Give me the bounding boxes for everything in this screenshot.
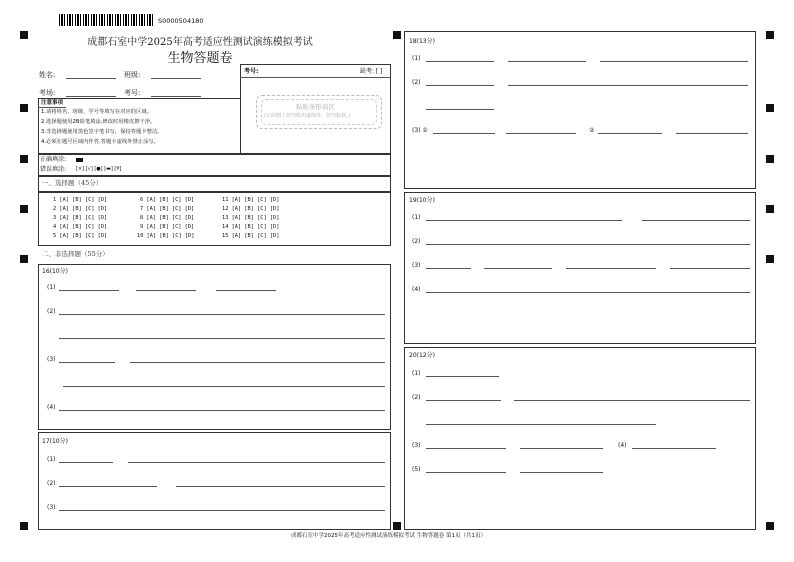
mc-row[interactable]: 7 [A] [B] [C] [D] [140,206,195,212]
q17-answer-line[interactable] [128,462,385,463]
q18-answer-line[interactable] [426,109,494,110]
wrong-fill-marks: [×] [√] [●] [▬] [¥] [76,166,122,172]
mc-row[interactable]: 9 [A] [B] [C] [D] [140,224,195,230]
q20-part-2: (2) [412,394,421,401]
section1-title: 一、选择题（45分） [42,179,103,187]
room-label: 考场: [39,89,56,97]
mc-row[interactable]: 11 [A] [B] [C] [D] [222,197,280,203]
q17-box [38,432,391,530]
exam-title: 成都石室中学2025年高考适应性测试演练模拟考试 [87,37,313,48]
mc-row[interactable]: 12 [A] [B] [C] [D] [222,206,280,212]
q19-answer-line[interactable] [426,244,750,245]
q19-part-1: (1) [412,214,421,221]
q18-answer-line[interactable] [508,85,748,86]
q17-answer-line[interactable] [59,486,157,487]
q20-answer-line[interactable] [520,472,603,473]
q16-part-2: (2) [47,308,56,315]
paste-area-title: 粘贴条形码区 [296,103,335,111]
timing-mark [766,522,774,530]
notes-item: 4.必须在题号区域内作答,答题卡虚线外禁止涂写。 [41,139,159,145]
q20-answer-line[interactable] [426,424,656,425]
q17-part-1: (1) [47,456,56,463]
q16-part-1: (1) [47,284,56,291]
notes-title: 注意事项 [41,100,64,106]
mc-row[interactable]: 1 [A] [B] [C] [D] [53,197,108,203]
q16-answer-line[interactable] [59,338,385,339]
timing-mark [393,522,401,530]
q18-answer-line[interactable] [426,61,494,62]
q19-answer-line[interactable] [426,292,750,293]
timing-mark [766,255,774,263]
class-field[interactable] [151,78,201,79]
q20-part-4: (4) [618,442,627,449]
q17-answer-line[interactable] [59,510,385,511]
q18-box [404,31,756,189]
section2-title: 二、非选择题（55分） [42,250,109,258]
timing-mark [766,155,774,163]
q16-answer-line[interactable] [130,362,385,363]
q19-part-3: (3) [412,262,421,269]
q19-answer-line[interactable] [484,268,552,269]
q16-part-3: (3) [47,356,56,363]
mc-row[interactable]: 4 [A] [B] [C] [D] [53,224,108,230]
correct-fill-label: 正确填涂: [40,156,67,163]
mc-row[interactable]: 8 [A] [B] [C] [D] [140,215,195,221]
q18-answer-line[interactable] [508,61,586,62]
q18-part-3: (3) ① [412,127,428,134]
q17-part-3: (3) [47,504,56,511]
q16-title: 16(10分) [42,268,68,275]
q17-answer-line[interactable] [176,486,385,487]
q20-answer-line[interactable] [520,448,603,449]
q16-answer-line[interactable] [216,290,276,291]
q18-part-3b: ② [589,127,595,134]
fill-example-box [38,154,391,176]
timing-mark [766,104,774,112]
q18-answer-line[interactable] [676,133,748,134]
missing-exam-label[interactable]: 缺考: [ ] [360,68,383,75]
barcode-number: S0000504180 [158,17,204,25]
timing-mark [20,155,28,163]
exam-number-divider [240,77,391,78]
q19-answer-line[interactable] [426,268,471,269]
q17-answer-line[interactable] [59,462,113,463]
q18-part-2: (2) [412,79,421,86]
q20-answer-line[interactable] [514,400,750,401]
timing-mark [20,104,28,112]
mc-row[interactable]: 3 [A] [B] [C] [D] [53,215,108,221]
sheet-title: 生物答题卷 [167,51,233,66]
timing-mark [20,255,28,263]
q20-answer-line[interactable] [426,472,506,473]
q19-answer-line[interactable] [566,268,656,269]
q20-answer-line[interactable] [426,400,501,401]
q17-part-2: (2) [47,480,56,487]
q16-answer-line[interactable] [63,386,385,387]
q17-title: 17(10分) [42,438,68,445]
q19-answer-line[interactable] [642,220,750,221]
q16-answer-line[interactable] [136,290,196,291]
mc-row[interactable]: 2 [A] [B] [C] [D] [53,206,108,212]
q16-answer-line[interactable] [59,314,385,315]
q19-part-4: (4) [412,286,421,293]
q20-part-1: (1) [412,370,421,377]
q18-answer-line[interactable] [506,133,576,134]
mc-row[interactable]: 15 [A] [B] [C] [D] [222,233,280,239]
mc-row[interactable]: 5 [A] [B] [C] [D] [53,233,108,239]
q16-answer-line[interactable] [59,410,385,411]
correct-fill-mark [76,158,83,162]
room-field[interactable] [66,96,116,97]
q19-title: 19(10分) [409,197,435,204]
q18-answer-line[interactable] [598,133,662,134]
q18-answer-line[interactable] [433,133,495,134]
q20-answer-line[interactable] [426,376,499,377]
q19-part-2: (2) [412,238,421,245]
barcode [59,14,154,26]
seat-label: 考号: [124,89,141,97]
timing-mark [766,205,774,213]
timing-mark [766,31,774,39]
q16-answer-line[interactable] [59,362,115,363]
q19-answer-line[interactable] [426,220,622,221]
notes-item: 3.非选择题使用黑色签字笔书写，保持答题卡整洁。 [41,129,163,135]
notes-item: 1.请将姓名、班级、学号等填写在对应的区域。 [41,109,152,115]
notes-item: 2.选择题使用2B铅笔填涂,修改时用橡皮擦干净。 [41,119,156,125]
q18-title: 18(13分) [409,38,435,45]
class-label: 班级: [124,71,141,79]
q16-answer-line[interactable] [59,290,119,291]
exam-number-label: 考号: [244,68,259,75]
seat-field[interactable] [151,96,201,97]
name-field[interactable] [66,78,116,79]
q20-title: 20(12分) [409,352,435,359]
q16-part-4: (4) [47,404,56,411]
q16-box [38,264,391,430]
q20-box [404,347,756,530]
notes-title-divider [38,107,66,108]
q19-answer-line[interactable] [670,268,750,269]
page-footer: 成都石室中学2025年高考适应性测试演练模拟考试 生物答题卷 第1页（共1页） [291,533,486,539]
timing-mark [20,522,28,530]
timing-mark [20,205,28,213]
mc-row[interactable]: 10 [A] [B] [C] [D] [137,233,195,239]
name-label: 姓名: [39,71,56,79]
q18-part-1: (1) [412,55,421,62]
q18-answer-line[interactable] [600,61,748,62]
mc-row[interactable]: 13 [A] [B] [C] [D] [222,215,280,221]
q20-answer-line[interactable] [426,448,506,449]
q18-answer-line[interactable] [426,85,494,86]
paste-area-hint: (正面朝上切勿贴出虚线外，切勿粘斜。) [264,113,351,119]
q20-answer-line[interactable] [632,448,716,449]
q20-part-3: (3) [412,442,421,449]
mc-row[interactable]: 14 [A] [B] [C] [D] [222,224,280,230]
mc-row[interactable]: 6 [A] [B] [C] [D] [140,197,195,203]
q20-part-5: (5) [412,466,421,473]
wrong-fill-label: 错误填涂: [40,166,67,173]
notes-box [38,98,241,154]
